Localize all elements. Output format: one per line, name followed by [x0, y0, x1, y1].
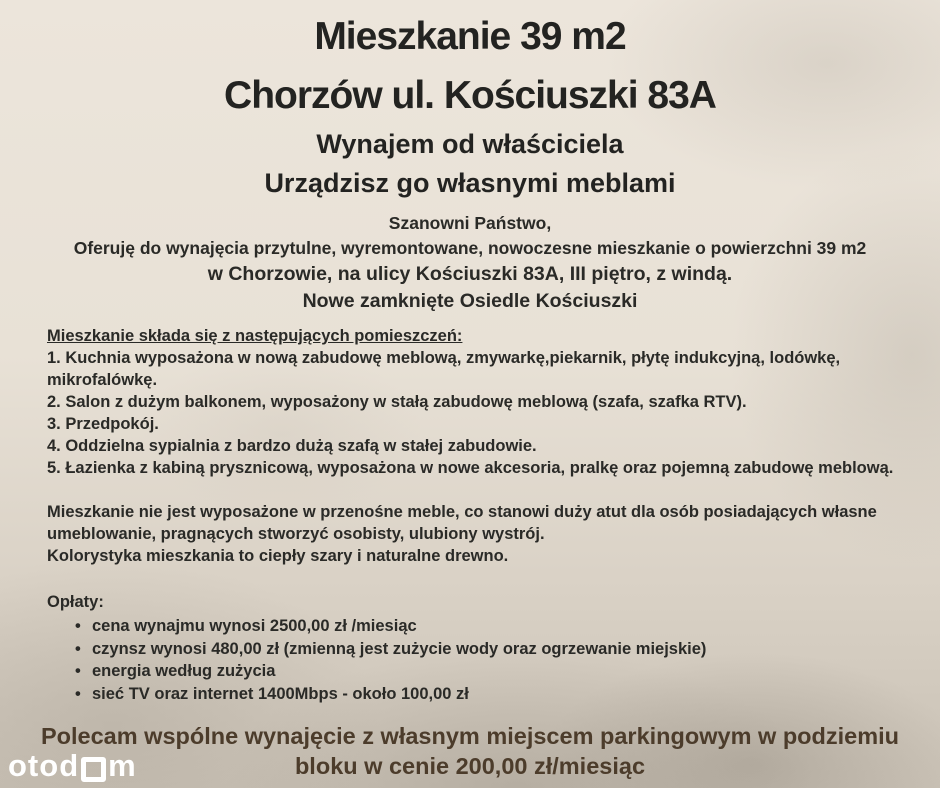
- fee-item-rent: • cena wynajmu wynosi 2500,00 zł /miesiąc: [75, 615, 906, 638]
- listing-title-address: Chorzów ul. Kościuszki 83A: [224, 74, 716, 117]
- parking-promo: [0, 721, 940, 781]
- subtitle-own-furniture: Urządzisz go własnymi meblami: [264, 168, 676, 198]
- rooms-section-heading: Mieszkanie składa się z następujących pomieszczeń:: [47, 327, 463, 345]
- intro-location-line: w Chorzowie, na ulicy Kościuszki 83A, III piętro, z windą.: [207, 263, 733, 285]
- fees-list: [47, 615, 906, 705]
- parking-promo-line2: bloku w cenie 200,00 zł/miesiąc: [294, 753, 646, 779]
- room-item-bedroom: 4. Oddzielna sypialnia z bardzo dużą szafą w stałej zabudowie.: [47, 437, 537, 455]
- fees-section-heading: Opłaty:: [47, 593, 104, 611]
- room-item-kitchen: 1. Kuchnia wyposażona w nową zabudowę meblową, zmywarkę,piekarnik, płytę indukcyjną, lodówkę, mikrofalówkę.: [47, 349, 841, 389]
- fee-item-tv-internet: • sieć TV oraz internet 1400Mbps - około 100,00 zł: [75, 683, 906, 706]
- room-item-bathroom: 5. Łazienka z kabiną prysznicową, wyposażona w nowe akcesoria, pralkę oraz pojemną zabudowę meblową.: [47, 459, 894, 477]
- otodom-logo: [8, 748, 137, 784]
- description-colors: Kolorystyka mieszkania to ciepły szary i naturalne drewno.: [47, 547, 509, 565]
- room-item-hall: 3. Przedpokój.: [47, 415, 159, 433]
- description-no-furniture: Mieszkanie nie jest wyposażone w przenośne meble, co stanowi duży atut dla osób posiadających własne umeblowanie, pragnących stworzyć osobisty, ulubiony wystrój.: [47, 503, 877, 543]
- intro-offer-line: Oferuję do wynajęcia przytulne, wyremontowane, nowoczesne mieszkanie o powierzchni 39 m2: [73, 238, 867, 258]
- listing-title-area: Mieszkanie 39 m2: [314, 15, 626, 58]
- listing-body: [0, 325, 940, 705]
- fee-item-energy: • energia według zużycia: [75, 660, 906, 683]
- intro-salutation: Szanowni Państwo,: [388, 213, 552, 233]
- otodom-logo-text-prefix: otod: [8, 748, 80, 783]
- otodom-logo-square-icon: [81, 757, 106, 782]
- otodom-logo-text-suffix: m: [108, 748, 137, 783]
- parking-promo-line1: Polecam wspólne wynajęcie z własnym miejscem parkingowym w podziemiu: [40, 723, 900, 749]
- subtitle-owner-rental: Wynajem od właściciela: [316, 129, 624, 159]
- room-item-living-room: 2. Salon z dużym balkonem, wyposażony w stałą zabudowę meblową (szafa, szafka RTV).: [47, 393, 747, 411]
- fee-item-service-charge: • czynsz wynosi 480,00 zł (zmienną jest zużycie wody oraz ogrzewanie miejskie): [75, 638, 906, 661]
- intro-estate-line: Nowe zamknięte Osiedle Kościuszki: [302, 290, 638, 312]
